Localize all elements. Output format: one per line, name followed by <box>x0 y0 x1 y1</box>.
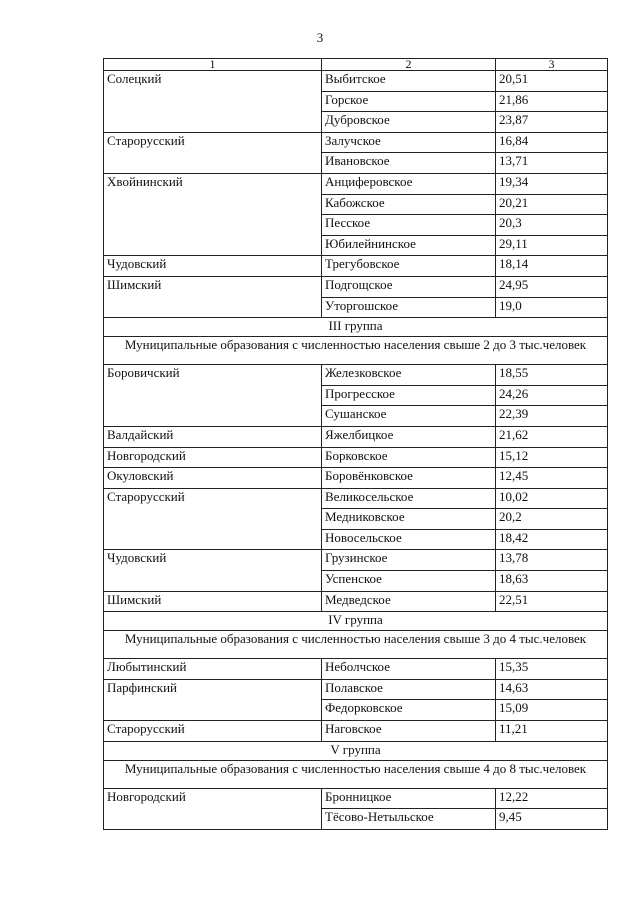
page-number: 3 <box>316 30 324 45</box>
value-cell: 21,86 <box>496 91 608 112</box>
district-cell: Старорусский <box>104 132 322 173</box>
value-cell: 18,63 <box>496 571 608 592</box>
municipality-cell: Медниковское <box>322 509 496 530</box>
municipality-cell: Яжелбицкое <box>322 426 496 447</box>
table-row <box>104 679 608 700</box>
value-cell: 10,02 <box>496 488 608 509</box>
value-cell: 18,55 <box>496 365 608 386</box>
group-description-row <box>104 631 608 659</box>
district-cell: Чудовский <box>104 550 322 591</box>
value-cell: 18,42 <box>496 529 608 550</box>
table-row <box>104 132 608 153</box>
municipality-cell: Прогресское <box>322 385 496 406</box>
district-cell: Любытинский <box>104 659 322 680</box>
value-cell: 20,21 <box>496 194 608 215</box>
value-cell: 19,34 <box>496 173 608 194</box>
value-cell: 15,12 <box>496 447 608 468</box>
district-cell: Новгородский <box>104 788 322 829</box>
table-row <box>104 550 608 571</box>
municipality-cell: Грузинское <box>322 550 496 571</box>
table-row <box>104 788 608 809</box>
district-cell: Старорусский <box>104 488 322 550</box>
value-cell: 14,63 <box>496 679 608 700</box>
value-cell: 22,39 <box>496 406 608 427</box>
group-title: V группа <box>104 741 608 760</box>
district-cell: Шимский <box>104 276 322 317</box>
municipality-cell: Выбитское <box>322 71 496 92</box>
table-row <box>104 71 608 92</box>
group-description: Муниципальные образования с численностью населения свыше 4 до 8 тыс.человек <box>104 760 608 788</box>
value-cell: 29,11 <box>496 235 608 256</box>
municipality-cell: Наговское <box>322 721 496 742</box>
municipality-cell: Полавское <box>322 679 496 700</box>
value-cell: 24,26 <box>496 385 608 406</box>
value-cell: 9,45 <box>496 809 608 830</box>
district-cell: Старорусский <box>104 721 322 742</box>
district-cell: Чудовский <box>104 256 322 277</box>
value-cell: 15,35 <box>496 659 608 680</box>
district-cell: Солецкий <box>104 71 322 133</box>
table-row <box>104 468 608 489</box>
municipality-cell: Кабожское <box>322 194 496 215</box>
municipality-cell: Дубровское <box>322 112 496 133</box>
municipality-cell: Сушанское <box>322 406 496 427</box>
value-cell: 13,78 <box>496 550 608 571</box>
header-col-1: 1 <box>104 59 322 71</box>
district-cell: Шимский <box>104 591 322 612</box>
municipality-cell: Федорковское <box>322 700 496 721</box>
group-description-row <box>104 337 608 365</box>
municipality-cell: Горское <box>322 91 496 112</box>
value-cell: 12,22 <box>496 788 608 809</box>
value-cell: 15,09 <box>496 700 608 721</box>
value-cell: 24,95 <box>496 276 608 297</box>
value-cell: 11,21 <box>496 721 608 742</box>
municipality-cell: Боровёнковское <box>322 468 496 489</box>
group-title-row <box>104 741 608 760</box>
municipality-cell: Новосельское <box>322 529 496 550</box>
municipality-cell: Юбилейнинское <box>322 235 496 256</box>
group-title-row <box>104 612 608 631</box>
data-table <box>103 58 608 830</box>
value-cell: 12,45 <box>496 468 608 489</box>
value-cell: 21,62 <box>496 426 608 447</box>
municipality-cell: Великосельское <box>322 488 496 509</box>
municipality-cell: Анциферовское <box>322 173 496 194</box>
district-cell: Боровичский <box>104 365 322 427</box>
value-cell: 13,71 <box>496 153 608 174</box>
group-title: IV группа <box>104 612 608 631</box>
municipality-cell: Тёсово-Нетыльское <box>322 809 496 830</box>
table-row <box>104 256 608 277</box>
value-cell: 22,51 <box>496 591 608 612</box>
value-cell: 19,0 <box>496 297 608 318</box>
table-row <box>104 426 608 447</box>
municipality-cell: Песское <box>322 215 496 236</box>
municipality-cell: Трегубовское <box>322 256 496 277</box>
municipality-cell: Медведское <box>322 591 496 612</box>
table-row <box>104 276 608 297</box>
table-row <box>104 365 608 386</box>
municipality-cell: Ивановское <box>322 153 496 174</box>
table-row <box>104 659 608 680</box>
district-cell: Валдайский <box>104 426 322 447</box>
group-description: Муниципальные образования с численностью населения свыше 2 до 3 тыс.человек <box>104 337 608 365</box>
group-title-row <box>104 318 608 337</box>
table-row <box>104 447 608 468</box>
table-row <box>104 173 608 194</box>
value-cell: 16,84 <box>496 132 608 153</box>
municipality-cell: Железковское <box>322 365 496 386</box>
table-row <box>104 721 608 742</box>
municipality-cell: Неболчское <box>322 659 496 680</box>
municipality-cell: Залучское <box>322 132 496 153</box>
municipality-cell: Успенское <box>322 571 496 592</box>
municipality-cell: Бронницкое <box>322 788 496 809</box>
municipality-cell: Уторгошское <box>322 297 496 318</box>
group-description-row <box>104 760 608 788</box>
district-cell: Окуловский <box>104 468 322 489</box>
value-cell: 20,2 <box>496 509 608 530</box>
group-description: Муниципальные образования с численностью населения свыше 3 до 4 тыс.человек <box>104 631 608 659</box>
district-cell: Новгородский <box>104 447 322 468</box>
value-cell: 18,14 <box>496 256 608 277</box>
value-cell: 23,87 <box>496 112 608 133</box>
district-cell: Парфинский <box>104 679 322 720</box>
header-col-2: 2 <box>322 59 496 71</box>
table-row <box>104 591 608 612</box>
group-title: III группа <box>104 318 608 337</box>
municipality-cell: Борковское <box>322 447 496 468</box>
table-row <box>104 488 608 509</box>
municipality-cell: Подгощское <box>322 276 496 297</box>
district-cell: Хвойнинский <box>104 173 322 255</box>
value-cell: 20,51 <box>496 71 608 92</box>
value-cell: 20,3 <box>496 215 608 236</box>
header-row <box>104 59 608 71</box>
header-col-3: 3 <box>496 59 608 71</box>
